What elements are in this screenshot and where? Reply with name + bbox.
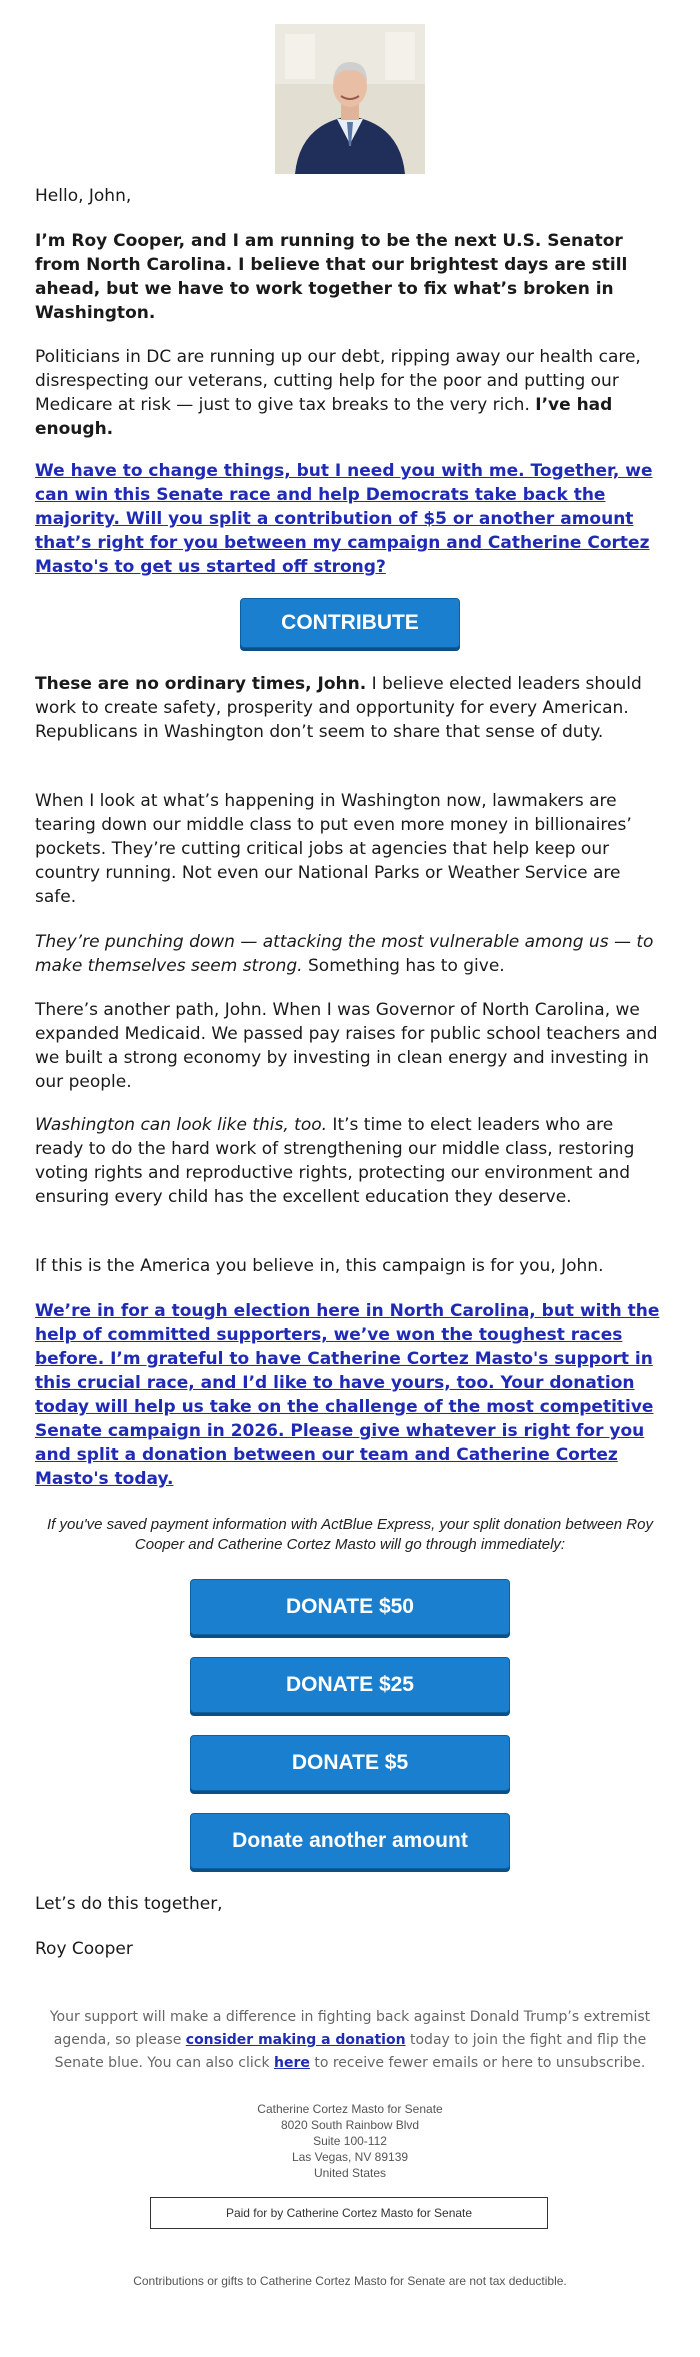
contribute-button[interactable]: CONTRIBUTE	[240, 598, 460, 648]
footer-support-mid: today to join the fight and flip the Senate blue. You can also click	[54, 2032, 647, 2071]
paragraph-america: If this is the America you believe in, this campaign is for you, John.	[35, 1256, 604, 1276]
paid-for-box: Paid for by Catherine Cortez Masto for Senate	[150, 2197, 548, 2229]
paragraph-punching-down	[35, 930, 665, 978]
donate-25-button[interactable]: DONATE $25	[190, 1657, 510, 1713]
paragraph-ordinary-times-lead: These are no ordinary times, John.	[35, 674, 367, 694]
paragraph-look-like-this-italic: Washington can look like this, too.	[35, 1115, 328, 1135]
candidate-photo-illustration	[275, 24, 425, 174]
donate-ask-link-1[interactable]: We have to change things, but I need you with me. Together, we can win this Senate race and help Democrats take back the majority. Will you split a contribution of $5 or another amount that’s right for you between my campaign and Catherine Cortez Masto's to get us started off strong?	[35, 461, 653, 577]
paragraph-ordinary-times	[35, 672, 665, 744]
donate-50-button[interactable]: DONATE $50	[190, 1579, 510, 1635]
signature: Roy Cooper	[35, 1939, 133, 1959]
address-line: United States	[313, 2166, 387, 2180]
footer-disclaimer: Contributions or gifts to Catherine Cortez Masto for Senate are not tax deductible.	[133, 2274, 567, 2288]
footer-donation-link[interactable]: consider making a donation	[185, 2032, 406, 2048]
candidate-photo	[275, 24, 425, 174]
paragraph-look-like-this-text: It’s time to elect leaders who are ready to do the hard work of strengthening our middle class, restoring voting rights and reproductive rights, protecting our environment and ensuring every child has the excellent education they deserve.	[35, 1115, 635, 1207]
footer-support-pre: Your support will make a difference in fighting back against Donald Trump’s extremist agenda, so please	[49, 2009, 651, 2048]
signoff: Let’s do this together,	[35, 1894, 223, 1914]
paragraph-washington: When I look at what’s happening in Washington now, lawmakers are tearing down our middle class to put even more money in billionaires’ pockets. They’re cutting critical jobs at agencies that help keep our country running. Not even our National Parks or Weather Service are safe.	[35, 791, 632, 907]
paragraph-punching-down-text: Something has to give.	[302, 956, 505, 976]
footer-address	[35, 2101, 665, 2181]
paragraph-debt-emphasis: I’ve had enough.	[35, 395, 613, 439]
footer-support-text	[35, 2006, 665, 2075]
donate-5-button[interactable]: DONATE $5	[190, 1735, 510, 1791]
footer-support-post: to receive fewer emails or here to unsubscribe.	[309, 2055, 646, 2071]
donate-ask-link-2[interactable]: We’re in for a tough election here in North Carolina, but with the help of committed supporters, we’ve won the toughest races before. I’m grateful to have Catherine Cortez Masto's support in this crucial race, and I’d like to have yours, too. Your donation today will help us take on the challenge of the most competitive Senate campaign in 2026. Please give whatever is right for you and split a donation between our team and Catherine Cortez Masto's today.	[35, 1301, 660, 1489]
donate-other-amount-button[interactable]: Donate another amount	[190, 1813, 510, 1869]
address-line: Catherine Cortez Masto for Senate	[257, 2102, 443, 2116]
paragraph-look-like-this	[35, 1113, 665, 1209]
address-line: Suite 100-112	[313, 2134, 387, 2148]
paragraph-debt-text: Politicians in DC are running up our debt, ripping away our health care, disrespecting our veterans, cutting help for the poor and putting our Medicare at risk — just to give tax breaks to the very rich.	[35, 347, 641, 415]
address-line: Las Vegas, NV 89139	[291, 2150, 409, 2164]
greeting: Hello, John,	[35, 186, 132, 206]
paragraph-ordinary-times-text: I believe elected leaders should work to create safety, prosperity and opportunity for every American. Republicans in Washington don’t seem to share that sense of duty.	[35, 674, 642, 742]
footer-fewer-emails-link[interactable]: here	[274, 2055, 310, 2071]
paragraph-punching-down-italic: They’re punching down — attacking the most vulnerable among us — to make themselves seem strong.	[35, 932, 654, 976]
paragraph-another-path: There’s another path, John. When I was Governor of North Carolina, we expanded Medicaid. We passed pay raises for public school teachers and we built a strong economy by investing in clean energy and investing in our people.	[35, 1000, 658, 1092]
intro-paragraph: I’m Roy Cooper, and I am running to be the next U.S. Senator from North Carolina. I believe that our brightest days are still ahead, but we have to work together to fix what’s broken in Washington.	[35, 231, 628, 323]
actblue-note: If you've saved payment information with ActBlue Express, your split donation between Roy Cooper and Catherine Cortez Masto will go through immediately:	[47, 1516, 653, 1553]
paragraph-debt	[35, 345, 665, 441]
address-line: 8020 South Rainbow Blvd	[280, 2118, 420, 2132]
